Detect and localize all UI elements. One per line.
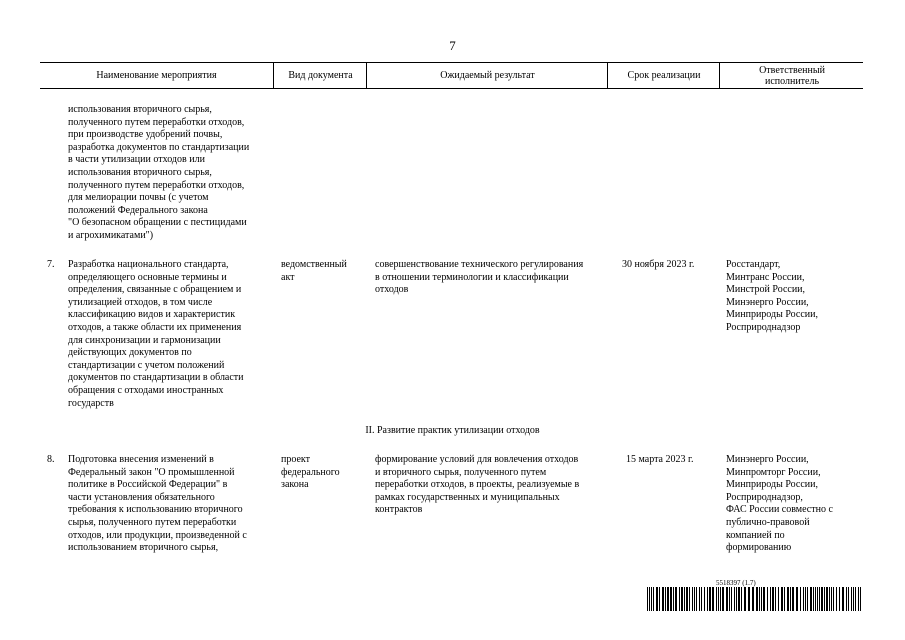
row-name: Разработка национального стандарта, определяющего основные термины и определения, связанные с обращением и утилизацией отходов, в том числе классификацию видов и характеристик отходов, а также области их применения для синхронизации и гармонизации действующих документов по стандартизации с учетом положений документов по стандартизации в области обращения с отходами иностранных государств <box>68 259 244 409</box>
row-number: 7. <box>47 259 55 270</box>
row-name: Подготовка внесения изменений в Федеральный закон "О промышленной политике в Российской Федерации" в части установления обязательного требования к использованию вторичного сырья, полученного путем переработки отходов, или продукции, произведенной с использованием вторичного сырья, <box>68 454 247 554</box>
header-doc-type: Вид документа <box>273 63 367 88</box>
row-doc-type: проект федерального закона <box>281 454 340 491</box>
row-number: 8. <box>47 454 55 465</box>
header-result: Ожидаемый результат <box>366 63 608 88</box>
row-doc-type: ведомственный акт <box>281 259 347 283</box>
row-deadline: 30 ноября 2023 г. <box>622 259 695 270</box>
header-executor: Ответственный исполнитель <box>719 63 864 88</box>
barcode-image <box>647 587 863 611</box>
header-name: Наименование мероприятия <box>96 70 217 81</box>
row-executor: Росстандарт, Минтранс России, Минстрой России, Минэнерго России, Минприроды России, Росприроднадзор <box>726 259 818 333</box>
header-deadline: Срок реализации <box>607 63 720 88</box>
row-executor: Минэнерго России, Минпромторг России, Минприроды России, Росприроднадзор, ФАС России совместно с публично-правовой компанией по формированию <box>726 454 833 554</box>
row-result: формирование условий для вовлечения отходов и вторичного сырья, полученного путем переработки отходов, в проекты, реализуемые в рамках государственных и муниципальных контрактов <box>375 454 580 516</box>
barcode-number: 5518397 (1.7) <box>716 579 756 587</box>
section-title: II. Развитие практик утилизации отходов <box>365 425 540 436</box>
row-continued-name: использования вторичного сырья, полученного путем переработки отходов, при производстве удобрений почвы, разработка документов по стандартизации в части утилизации отходов или использования вторичного сырья, полученного путем переработки отходов, для мелиорации почвы (с учетом положений Федерального закона "О безопасном обращении с пестицидами и агрохимикатами") <box>68 104 250 241</box>
row-deadline: 15 марта 2023 г. <box>626 454 694 465</box>
table-header <box>40 62 863 89</box>
row-result: совершенствование технического регулирования в отношении терминологии и классификации отходов <box>375 259 584 296</box>
page-number: 7 <box>449 38 456 53</box>
